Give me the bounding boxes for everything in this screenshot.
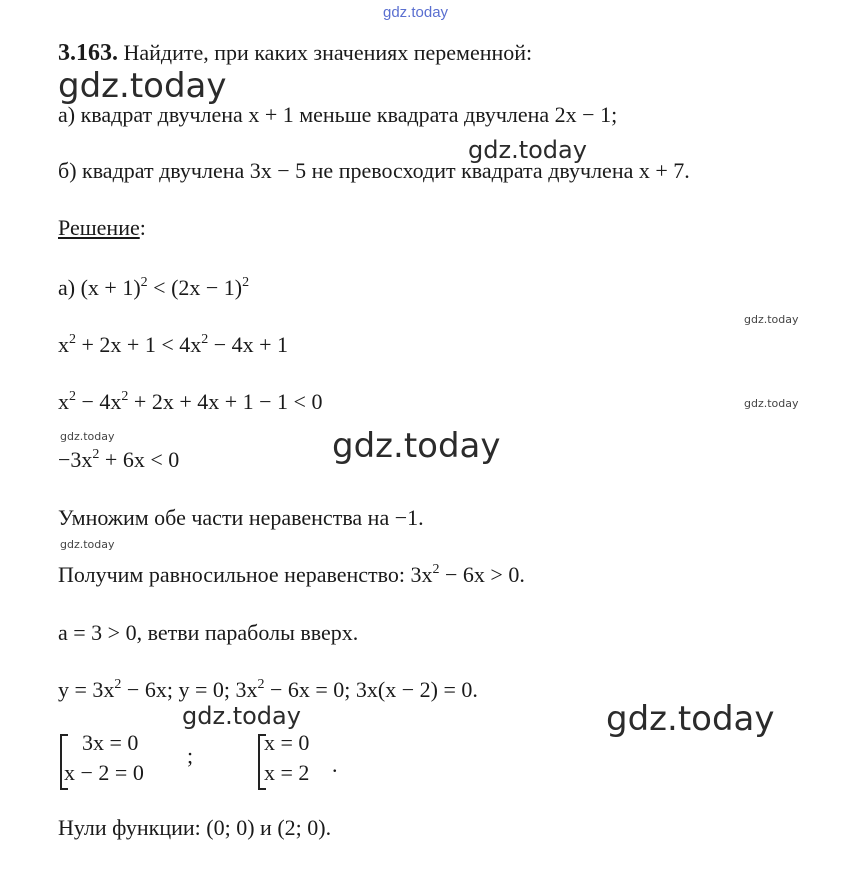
solution-line-7: a = 3 > 0, ветви параболы вверх. bbox=[58, 620, 359, 645]
problem-header bbox=[58, 40, 532, 67]
system-2-row-1: x = 0 bbox=[264, 730, 310, 755]
system-separator: ; bbox=[187, 743, 194, 768]
solution-line-5: Умножим обе части неравенства на −1. bbox=[58, 505, 424, 530]
expr: −3x bbox=[58, 447, 93, 472]
watermark-large: gdz.today bbox=[332, 426, 501, 466]
solution-heading bbox=[58, 215, 146, 241]
solution-heading-colon: : bbox=[139, 215, 146, 240]
watermark-small: gdz.today bbox=[744, 397, 799, 410]
expr: Получим равносильное неравенство: 3x bbox=[58, 562, 433, 587]
exponent: 2 bbox=[432, 562, 440, 577]
expr: − 6x; y = 0; 3x bbox=[121, 677, 258, 702]
problem-title: Найдите, при каких значениях переменной: bbox=[123, 40, 533, 65]
expr: − 4x + 1 bbox=[208, 332, 289, 357]
watermark-small: gdz.today bbox=[60, 538, 115, 551]
solution-line-4 bbox=[58, 447, 179, 473]
problem-part-a: а) квадрат двучлена x + 1 меньше квадрата двучлена 2x − 1; bbox=[58, 102, 618, 127]
expr: + 2x + 1 < 4x bbox=[76, 332, 202, 357]
system-2-row-2: x = 2 bbox=[264, 760, 310, 785]
expr: − 4x bbox=[76, 389, 122, 414]
expr: x bbox=[58, 389, 69, 414]
system-end: . bbox=[332, 752, 338, 777]
system-1-row-2: x − 2 = 0 bbox=[64, 760, 144, 785]
solution-line-6 bbox=[58, 562, 525, 588]
watermark-top: gdz.today bbox=[383, 4, 449, 21]
exponent: 2 bbox=[69, 332, 76, 347]
problem-number: 3.163. bbox=[58, 40, 118, 66]
solution-line-2 bbox=[58, 332, 288, 358]
expr: − 6x > 0. bbox=[439, 562, 525, 587]
solution-line-8 bbox=[58, 677, 478, 703]
problem-part-b: б) квадрат двучлена 3x − 5 не превосходит квадрата двучлена x + 7. bbox=[58, 158, 690, 183]
system-1-row-1: 3x = 0 bbox=[82, 730, 139, 755]
watermark-large: gdz.today bbox=[606, 699, 775, 739]
exponent: 2 bbox=[257, 677, 265, 692]
solution-line-1 bbox=[58, 275, 249, 301]
expr: < (2x − 1) bbox=[147, 275, 243, 300]
exponent: 2 bbox=[121, 389, 129, 404]
exponent: 2 bbox=[201, 332, 209, 347]
watermark-small: gdz.today bbox=[60, 430, 115, 443]
expr: − 6x = 0; 3x(x − 2) = 0. bbox=[264, 677, 478, 702]
expr: а) (x + 1) bbox=[58, 275, 141, 300]
exponent: 2 bbox=[140, 275, 148, 290]
exponent: 2 bbox=[114, 677, 122, 692]
expr: y = 3x bbox=[58, 677, 115, 702]
watermark-medium: gdz.today bbox=[468, 136, 587, 164]
watermark-small: gdz.today bbox=[744, 313, 799, 326]
solution-line-3 bbox=[58, 389, 322, 415]
expr: + 6x < 0 bbox=[99, 447, 180, 472]
expr: + 2x + 4x + 1 − 1 < 0 bbox=[128, 389, 323, 414]
solution-line-9: Нули функции: (0; 0) и (2; 0). bbox=[58, 815, 332, 840]
exponent: 2 bbox=[242, 275, 250, 290]
solution-heading-text: Решение bbox=[58, 215, 140, 240]
watermark-medium: gdz.today bbox=[182, 702, 301, 730]
exponent: 2 bbox=[69, 389, 76, 404]
exponent: 2 bbox=[92, 447, 100, 462]
watermark-large: gdz.today bbox=[58, 66, 227, 106]
expr: x bbox=[58, 332, 69, 357]
